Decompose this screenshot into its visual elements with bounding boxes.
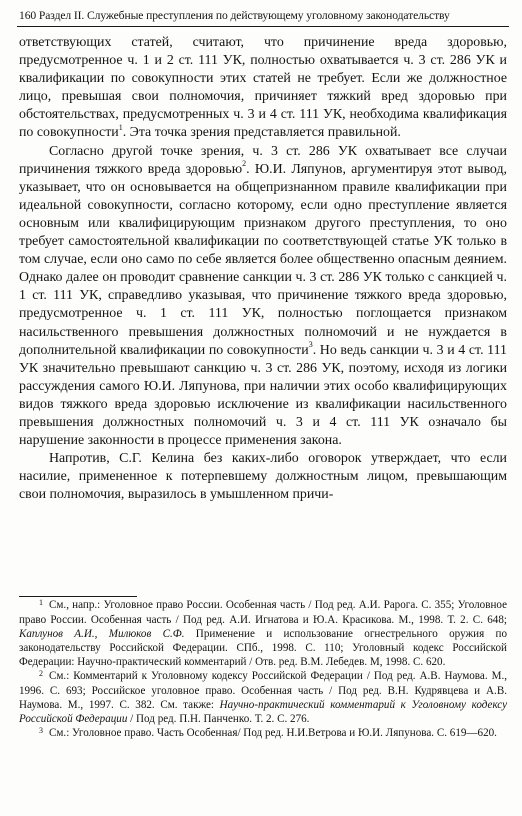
section-title: Раздел II. Служебные преступления по действующему уголовному законодательству xyxy=(38,9,450,22)
paragraph-1: ответствующих статей, считают, что причинение вреда здоровью, предусмотренное ч. 1 и 2 ст. 111 УК, полностью охватывается ч. 3 ст. 286 УК и квалификации по совокупности этих статей не требует. Если же должностное лицо, превышая свои полномочия, причиняет тяжкий вред здоровью при обстоятельствах, предусмотренных ч. 3 и 4 ст. 111 УК, необходима квалификация по совокупности$^1$. Эта точка зрения представляется правильной. xyxy=(19,35,507,141)
footnote-italic-title: Научно-практический комментарий к Уголовному кодексу Российской Федерации xyxy=(19,699,507,725)
header-rule xyxy=(17,26,509,27)
footnote-rule xyxy=(19,596,137,597)
footnote-number: 2 xyxy=(39,669,43,678)
footnote-authors: Каплунов А.И., Милюков С.Ф. xyxy=(19,628,185,640)
footnote-ref-2: 2 xyxy=(242,159,247,169)
footnote-3: $^3$ См.: Уголовное право. Часть Особенная/ Под ред. Н.И.Ветрова и Ю.И. Ляпунова. С. 619—620. xyxy=(39,726,497,739)
footnote-ref-1: 1 xyxy=(118,122,123,132)
footnote-1: $^1$ См., напр.: Уголовное право России. Особенная часть / Под ред. А.И. Рарога. С. 355; Уголовное право России. Особенная часть / Под ред. А.И. Игнатова и Ю.А. Красикова. М., 1998. Т. 2. С. 648; Каплунов А.И., Милюков С.Ф. Применение и использование огнестрельного оружия по законодательству Российской Федерации. СПб., 1998. С. 110; Уголовный кодекс Российской Федерации: Научно-практический комментарий / Отв. ред. В.М. Лебедев. М, 1998. С. 620. xyxy=(19,598,507,668)
footnote-ref-3: 3 xyxy=(308,339,313,349)
running-head xyxy=(19,9,507,23)
footnotes xyxy=(19,598,507,741)
paragraph-2: Согласно другой точке зрения, ч. 3 ст. 286 УК охватывает все случаи причинения тяжкого вреда здоровью$^2$. Ю.И. Ляпунов, аргументируя этот вывод, указывает, что он основывается на общепризнанном правиле квалификации при идеальной совокупности, согласно которому, если одно преступление является основным или квалифицирующим признаком другого преступления, то оно требует самостоятельной квалификации по соответствующей статье УК только в том случае, если оно само по себе является более общественно опасным деянием. Однако далее он проводит сравнение санкции ч. 3 ст. 286 УК только с санкцией ч. 1 ст. 111 УК, справедливо указывая, что причинение тяжкого вреда здоровью, предусмотренное ч. 1 ст. 111 УК, полностью поглощается признаком насильственного превышения должностных полномочий и не нуждается в дополнительной квалификации по совокупности$^3$. Но ведь санкции ч. 3 и 4 ст. 111 УК значительно превышают санкцию ч. 3 ст. 286 УК, поэтому, исходя из логики рассуждения самого Ю.И. Ляпунова, при наличии этих особо квалифицирующих видов тяжкого вреда здоровью исключение из квалификации насильственного превышения должностных полномочий ч. 3 и 4 ст. 111 УК означало бы нарушение законности в процессе применения закона. xyxy=(19,143,507,449)
footnote-2: $^2$ См.: Комментарий к Уголовному кодексу Российской Федерации / Под ред. А.В. Наумова. М., 1996. С. 693; Российское уголовное право. Особенная часть / Под ред. В.Н. Кудрявцева и А.В. Наумова. М., 1997. С. 382. См. также: Научно-практический комментарий к Уголовному кодексу Российской Федерации / Под ред. П.Н. Панченко. Т. 2. С. 276. xyxy=(19,669,507,725)
paragraph-3: Напротив, С.Г. Келина без каких-либо оговорок утверждает, что если насилие, примененное к потерпевшему должностным лицом, превышающим свои полномочия, выразилось в умышленном причи- xyxy=(19,451,507,503)
main-text xyxy=(19,34,507,504)
footnote-number: 1 xyxy=(39,598,43,607)
footnote-number: 3 xyxy=(39,726,43,735)
page-number: 160 xyxy=(19,9,37,22)
